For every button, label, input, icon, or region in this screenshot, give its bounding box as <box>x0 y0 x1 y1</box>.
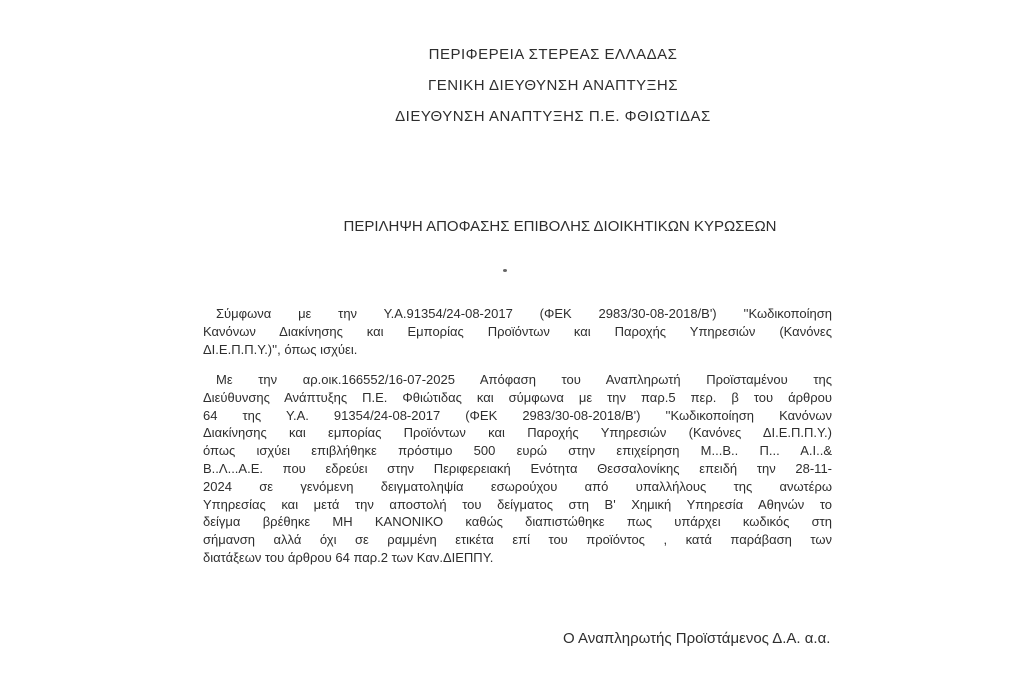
paragraph-line: Με την αρ.οικ.166552/16-07-2025 Απόφαση του Αναπληρωτή Προϊσταμένου της <box>216 372 832 387</box>
document-title: ΠΕΡΙΛΗΨΗ ΑΠΟΦΑΣΗΣ ΕΠΙΒΟΛΗΣ ΔΙΟΙΚΗΤΙΚΩΝ ΚΥΡΩΣΕΩΝ <box>343 218 777 235</box>
stray-dot-mark <box>503 269 507 272</box>
paragraph-line: Κανόνων Διακίνησης και Εμπορίας Προϊόντων και Παροχής Υπηρεσιών (Κανόνες <box>203 323 832 339</box>
paragraph-line: 64 της Υ.Α. 91354/24-08-2017 (ΦΕΚ 2983/30-08-2018/Β') ''Κωδικοποίηση Κανόνων <box>203 407 832 423</box>
letterhead-general-directorate-line: ΓΕΝΙΚΗ ΔΙΕΥΘΥΝΣΗ ΑΝΑΠΤΥΞΗΣ <box>428 77 678 94</box>
paragraph-legal-basis <box>203 305 832 358</box>
paragraph-line: δείγμα βρέθηκε ΜΗ ΚΑΝΟΝΙΚΟ καθώς διαπιστώθηκε πως υπάρχει κωδικός στη <box>203 514 832 530</box>
paragraph-line: διατάξεων του άρθρου 64 παρ.2 των Καν.ΔΙΕΠΠΥ. <box>203 549 494 565</box>
paragraph-line: όπως ισχύει επιβλήθηκε πρόστιμο 500 ευρώ στην επιχείρηση Μ...Β.. Π... Α.Ι..& <box>203 443 832 459</box>
paragraph-decision-details <box>203 371 832 567</box>
signature-line: Ο Αναπληρωτής Προϊστάμενος Δ.Α. α.α. <box>563 630 831 647</box>
paragraph-line: Διακίνησης και εμπορίας Προϊόντων και Παροχής Υπηρεσιών (Κανόνες ΔΙ.Ε.Π.Π.Υ.) <box>203 425 832 441</box>
paragraph-line: Σύμφωνα με την Υ.Α.91354/24-08-2017 (ΦΕΚ 2983/30-08-2018/Β') ''Κωδικοποίηση <box>216 306 832 321</box>
paragraph-line: 2024 σε γενόμενη δειγματοληψία εσωρούχου από υπαλλήλους της ανωτέρω <box>203 478 832 494</box>
paragraph-line: Διεύθυνσης Ανάπτυξης Π.Ε. Φθιώτιδας και σύμφωνα με την παρ.5 περ. β του άρθρου <box>203 389 832 405</box>
paragraph-line: Β..Λ...Α.Ε. που εδρεύει στην Περιφερειακή Ενότητα Θεσσαλονίκης επειδή την 28-11- <box>203 460 832 476</box>
paragraph-line: Υπηρεσίας και μετά την αποστολή του δείγματος στη Β' Χημική Υπηρεσία Αθηνών το <box>203 496 832 512</box>
letterhead-directorate-line: ΔΙΕΥΘΥΝΣΗ ΑΝΑΠΤΥΞΗΣ Π.Ε. ΦΘΙΩΤΙΔΑΣ <box>395 108 711 125</box>
paragraph-line: σήμανση αλλά όχι σε ραμμένη ετικέτα επί του προϊόντος , κατά παράβαση των <box>203 532 832 548</box>
letterhead <box>253 39 853 132</box>
paragraph-line: ΔΙ.Ε.Π.Π.Υ.)'', όπως ισχύει. <box>203 341 358 357</box>
letterhead-region-line: ΠΕΡΙΦΕΡΕΙΑ ΣΤΕΡΕΑΣ ΕΛΛΑΔΑΣ <box>428 46 678 63</box>
